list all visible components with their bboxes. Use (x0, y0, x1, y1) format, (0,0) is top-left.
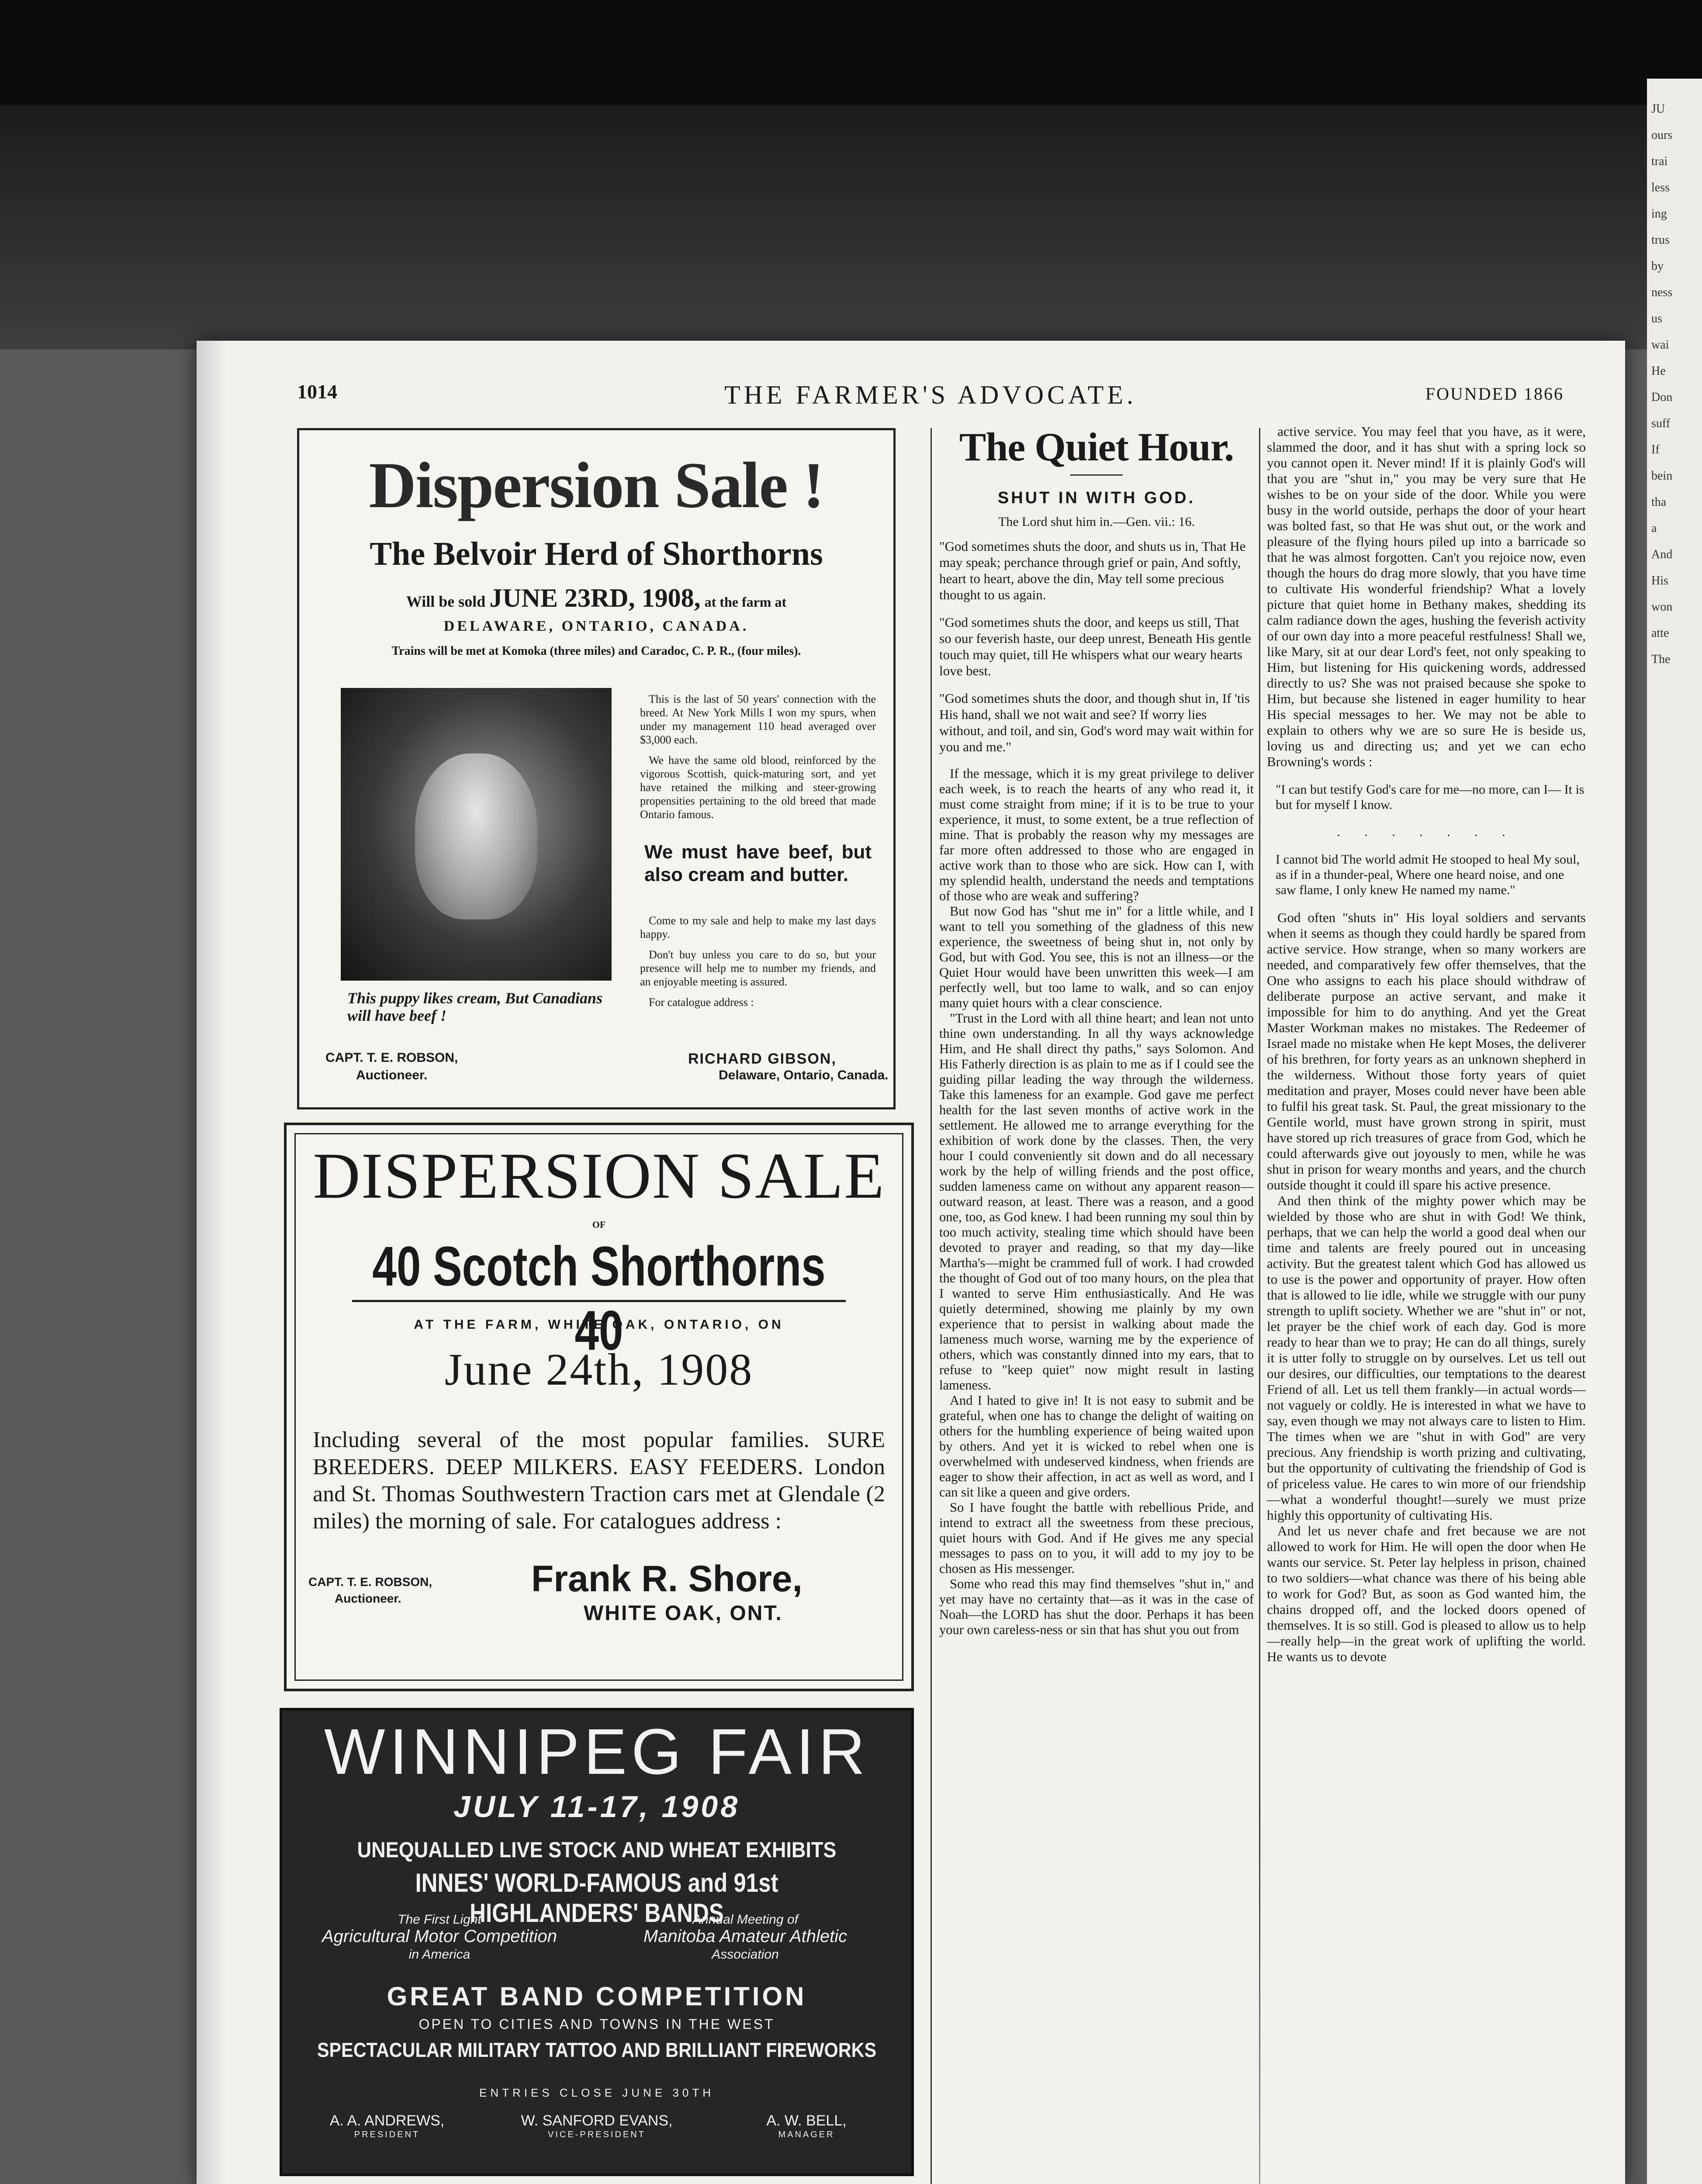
browning-quote: I cannot bid The world admit He stooped to heal My soul, as if in a thunder-peal, Where one heard noise, and one saw flame, I only knew He named my name." (1276, 852, 1580, 897)
fair-right-note (623, 1911, 868, 1963)
puppy-photo (341, 688, 612, 981)
fair-title: WINNIPEG FAIR (324, 1716, 870, 1788)
fair-right-note-line: Annual Meeting of (692, 1912, 798, 1927)
ad-rule (352, 1300, 846, 1302)
belvoir-subhead: The Belvoir Herd of Shorthorns (370, 536, 823, 572)
fair-left-note (317, 1911, 562, 1963)
article-column-continued (1267, 424, 1586, 1665)
beef-slogan: We must have beef, but also cream and butter. (644, 841, 872, 885)
officer-role: VICE-PRESIDENT (548, 2130, 646, 2139)
article-paragraph: And let us never chafe and fret because we are not allowed to work for Him. He will open the door when He wants our service. St. Peter lay helpless in prison, chained to two soldiers—what chance was there of his being able to work for God? But, as soon as God wanted him, the chains dropped off, and the locked doors opened of themselves. It is so still. God is pleased to allow us to help—really help—in the great work of uplifting the world. He wants us to devote (1267, 1523, 1586, 1664)
browning-quote: "I can but testify God's care for me—no more, can I— It is but for myself I know. (1276, 782, 1584, 812)
page-header (297, 376, 1564, 409)
belvoir-date: JUNE 23RD, 1908, (489, 584, 701, 612)
column-rule (931, 428, 932, 2184)
fair-left-note-line: The First Light (398, 1912, 481, 1927)
fair-right-note-line: Association (712, 1947, 779, 1962)
officer-name: W. SANFORD EVANS, (521, 2112, 673, 2129)
scan-dark-band (0, 105, 1702, 349)
white-oak-title: DISPERSION SALE (313, 1140, 885, 1212)
fair-line: SPECTACULAR MILITARY TATTOO AND BRILLIANT FIREWORKS (317, 2039, 877, 2061)
belvoir-date-pre: Will be sold (406, 593, 486, 610)
fair-line: OPEN TO CITIES AND TOWNS IN THE WEST (419, 2016, 775, 2032)
photo-caption: This puppy likes cream, But Canadians will have beef ! (347, 989, 603, 1024)
fair-line: UNEQUALLED LIVE STOCK AND WHEAT EXHIBITS (357, 1838, 837, 1862)
page-gutter-shadow (197, 341, 227, 2184)
fair-line: GREAT BAND COMPETITION (387, 1982, 807, 2011)
scan-top-border (0, 0, 1702, 105)
fair-left-note-main: Agricultural Motor Competition (322, 1927, 557, 1946)
white-oak-herd: 40 Scotch Shorthorns 40 (372, 1235, 826, 1362)
auctioneer-title: Auctioneer. (356, 1068, 428, 1082)
fair-left-note-line: in America (408, 1947, 470, 1962)
article-body (939, 766, 1254, 1638)
page-number: 1014 (297, 380, 337, 403)
article-paragraph: God often "shuts in" His loyal soldiers and servants when it seems as though they could hardly be spared from active service. How strange, when so many workers are needed, and comparatively few offer themselves, that the One who assigns to each his place should withdraw of deliberate purpose an active servant, and make it impossible for him to do anything. And yet the Great Master Workman makes no mistakes. The Redeemer of Israel made no mistake when He kept Moses, the deliverer of his brethren, for forty years as an unknown shepherd in the wilderness. Without those forty years of quiet meditation and prayer, Moses could never have been able to fulfil his great task. St. Paul, the great missionary to the Gentile world, must have grown strong in spirit, must have stored up rich treasures of grace from God, which he could afterwards give out joyously to men, while he was shut in prison for weary months and years, and the church outside thought it could ill spare his active presence. (1267, 910, 1586, 1192)
white-oak-body: Including several of the most popular families. SURE BREEDERS. DEEP MILKERS. EASY FEEDERS. London and St. Thomas Southwestern Traction cars met at Glendale (2 miles) the morning of sale. For catalogues address : (313, 1427, 885, 1534)
article-paragraph: And then think of the mighty power which may be wielded by those who are shut in with God! We think, perhaps, that we can help the world a good deal when our time and talents are freely poured out in unceasing activity. But the greatest talent which God has allowed us to use is the power and opportunity of prayer. How often that is allowed to lie idle, while we struggle with our puny strength to uplift society. Whether we are "shut in" or not, let prayer be the chief work of each day. God is more ready to hear than we to pray; He can do all things, surely it is utter folly to struggle on by ourselves. Let us tell out our desires, our difficulties, our temptations to the dearest Friend of all. Let us tell them frankly—in actual words—not vaguely or coldly. He is interested in what we have to say, even though we may not always care to listen to Him. The times when we are "shut in with God" are very precious. Any friendship is worth prizing and cultivating, but the opportunity of cultivating the friendship of God is of priceless value. He cares to win more of our friendship—what a wonderful thought!—surely we must prize highly this opportunity of cultivating His. (1267, 1193, 1586, 1523)
article-paragraph: But now God has "shut me in" for a little while, and I want to tell you something of the gladness of this new experience, the sweetness of being shut in, not only by God, but with God. You see, this is not an illness—or the Quiet Hour would have been unwritten this week—I am perfectly well, but too lame to walk, and so can enjoy many quiet hours with a clear conscience. (939, 904, 1254, 1010)
ellipsis-line: . . . . . . . (1337, 825, 1516, 839)
poem-stanza: "God sometimes shuts the door, and shuts us in, That He may speak; perchance through grief or pain, And softly, heart to heart, above the din, May tell some precious thought to us again. (939, 539, 1246, 602)
auctioneer-title: Auctioneer. (335, 1592, 401, 1605)
belvoir-date-line (299, 583, 893, 613)
article-paragraph: active service. You may feel that you have, as it were, slammed the door, and it has shut with a spring lock so you cannot open it. Never mind! If it is plainly God's will that you are "shut in," you may be very sure that He wishes to be on your side of the door. While you were busy in the world outside, perhaps the door of your heart was bolted fast, so that He was shut out, or the work and pleasure of the flying hours piled up into a barricade so that he was almost forgotten. Can't you rejoice now, even though the hours do drag more slowly, that you have time to cultivate His wonderful friendship? What a lovely picture that quiet home in Bethany makes, shedding its calm radiance down the ages, hushing the feverish activity of our own day into a more peaceful restfulness! Shall we, like Mary, sit at our dear Lord's feet, not only speaking to Him, but listening for His quickening words, addressed directly to us? She was not praised because she spoke to Him, but because she listened in eager humility to hear His special messages to her. We may not be able to explain to others why we are so sure He is beside us, loving us and directing us; and yet we can echo Browning's words : (1267, 424, 1586, 769)
belvoir-para: Don't buy unless you care to do so, but your presence will help me to number my friends, and an enjoyable meeting is assured. (640, 948, 876, 988)
auctioneer-name: CAPT. T. E. ROBSON, (325, 1051, 458, 1065)
article-body (1267, 424, 1586, 770)
article-paragraph: And I hated to give in! It is not easy to submit and be grateful, when one has to change the delight of waiting on others for the humbling experience of being waited upon by others. And yet it is wicked to rebel when one is overwhelmed with undeserved kindness, when friends are eager to show their affection, in act as well as word, and I can sit like a queen and give orders. (939, 1393, 1254, 1500)
belvoir-para: This is the last of 50 years' connection with the breed. At New York Mills I won my spurs, when under my management 110 head averaged over $3,000 each. (640, 693, 876, 746)
white-oak-date: June 24th, 1908 (444, 1344, 754, 1395)
officer-role: MANAGER (778, 2130, 835, 2139)
officer-name: A. A. ANDREWS, (329, 2112, 445, 2129)
poem-stanza: "God sometimes shuts the door, and keeps us still, That so our feverish haste, our deep unrest, Beneath His gentle touch may quiet, till He whispers what our weary hearts love best. (939, 615, 1251, 678)
scripture-verse: The Lord shut him in.—Gen. vii.: 16. (998, 515, 1195, 529)
auctioneer-name: CAPT. T. E. ROBSON, (308, 1575, 432, 1589)
article-paragraph: Some who read this may find themselves "shut in," and yet may have no certainty that—as it was in the case of Noah—the LORD has shut the door. Perhaps it has been your own careless-ness or sin that has shut you out from (939, 1576, 1254, 1637)
adjacent-page-text: JU ours trai less ing trus by ness us wai He Don suff If bein tha a And His won atte The (1651, 102, 1673, 666)
officer-name: A. W. BELL, (766, 2112, 847, 2129)
opening-poem (939, 538, 1254, 755)
owner-name: RICHARD GIBSON, (688, 1051, 837, 1067)
fair-line: INNES' WORLD-FAMOUS and 91st HIGHLANDERS' BANDS (415, 1868, 778, 1928)
belvoir-para: We have the same old blood, reinforced by the vigorous Scottish, quick-maturing sort, and yet have retained the milking and steer-growing propensities pertaining to the old breed that made Ontario famous. (640, 754, 876, 821)
belvoir-place: DELAWARE, ONTARIO, CANADA. (443, 618, 749, 634)
fair-right-note-main: Manitoba Amateur Athletic (643, 1927, 848, 1946)
paper-title: THE FARMER'S ADVOCATE. (724, 380, 1137, 409)
belvoir-para: Come to my sale and help to make my last days happy. (640, 914, 876, 940)
scan-fade-overlay (939, 1804, 1595, 2184)
newspaper-page (197, 341, 1625, 2184)
white-oak-farm: AT THE FARM, WHITE OAK, ONTARIO, ON (414, 1317, 784, 1332)
heading-rule (1070, 474, 1123, 476)
owner-address: WHITE OAK, ONT. (584, 1602, 783, 1625)
article-paragraph: If the message, which it is my great privilege to deliver each week, is to reach the hearts of any who read it, it must come straight from mine; if it is to be true to your experience, it must, to some extent, be a true reflection of mine. That is probably the reason why my messages are far more often addressed to those who are engaged in active work than to those who are sick. How can I, with my splendid health, understand the needs and temptations of those who are weak and suffering? (939, 766, 1254, 903)
owner-name: Frank R. Shore, (531, 1558, 803, 1599)
column-rule (1259, 428, 1260, 2184)
article-paragraph: So I have fought the battle with rebellious Pride, and intend to extract all the sweetness from these precious, quiet hours with God. And if He gives me any special messages to pass on to you, it will add to my joy to be chosen as His messenger. (939, 1500, 1254, 1576)
belvoir-trains: Trains will be met at Komoka (three miles) and Caradoc, C. P. R., (four miles). (391, 644, 801, 658)
belvoir-headline: Dispersion Sale ! (369, 449, 824, 522)
owner-address: Delaware, Ontario, Canada. (719, 1068, 889, 1082)
white-oak-sale-ad (284, 1123, 914, 1691)
poem-stanza: "God sometimes shuts the door, and though shut in, If 'tis His hand, shall we not wait and see? If worry lies without, and toil, and sin, God's word may wait within for you and me." (939, 691, 1254, 754)
fair-entries: ENTRIES CLOSE JUNE 30TH (479, 2086, 714, 2099)
fair-dates: JULY 11-17, 1908 (453, 1790, 740, 1824)
quiet-hour-column (939, 424, 1254, 1638)
belvoir-para: For catalogue address : (649, 996, 754, 1009)
officer-role: PRESIDENT (354, 2130, 420, 2139)
founded-note: FOUNDED 1866 (1425, 384, 1564, 404)
belvoir-sale-ad (297, 428, 896, 1109)
quiet-hour-heading: The Quiet Hour. (959, 425, 1234, 469)
belvoir-date-post: at the farm at (704, 594, 787, 610)
white-oak-of: OF (592, 1219, 606, 1230)
article-paragraph: "Trust in the Lord with all thine heart; and lean not unto thine own understanding. In all thy ways acknowledge Him, and He shall direct thy paths," says Solomon. And His Fatherly direction is as plain to me as if I could see the guiding pillar leading the way through the wilderness. Take this lameness for an example. God gave me perfect health for the last seven months of active work in the settlement. He allowed me to arrange everything for the exhibition of work done by the classes. Then, the very hour I could conveniently sit down and do all necessary work by the help of willing friends and the post office, sudden lameness came on without any apparent reason—outward reason, at least. There was a reason, and a good one, too, as God knew. I had been running my soul thin by too much activity, stealing time which should have been devoted to prayer and reading, so that my day—like Martha's—might be crammed full of work. I had crowded the thought of God out of too many hours, on the plea that I wanted to serve Him enthusiastically. And He was quietly determined, showing me plainly by my own experience that to persist in walking about made the lameness much worse, warning me by the experience of others, which was constantly dinned into my ears, that to refuse to "keep quiet" now might result in lasting lameness. (939, 1011, 1254, 1393)
winnipeg-fair-ad (280, 1708, 914, 2176)
puppy-figure (415, 753, 537, 919)
adjacent-page-edge (1647, 79, 1702, 2184)
article-title: SHUT IN WITH GOD. (997, 489, 1196, 507)
article-body (1267, 910, 1586, 1665)
